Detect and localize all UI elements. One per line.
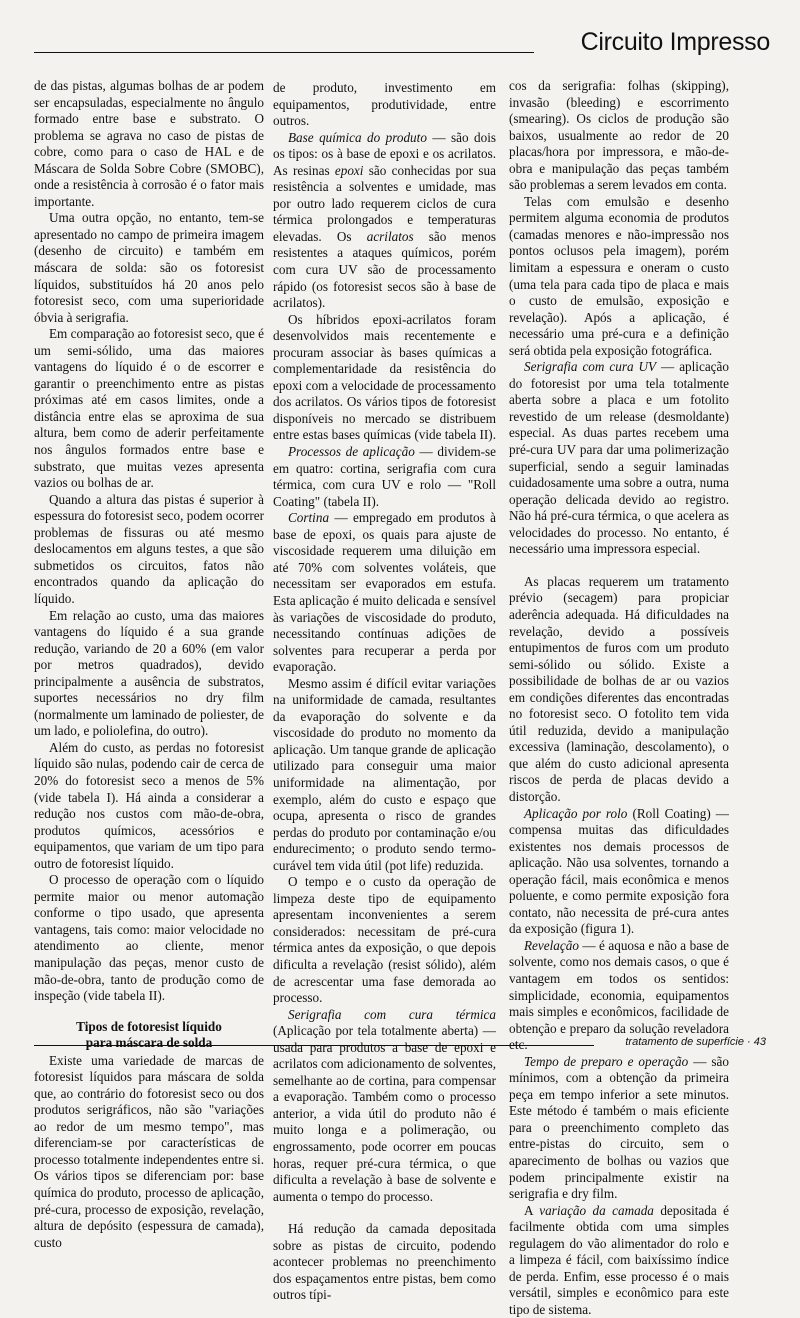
paragraph: [509, 1054, 729, 1203]
paragraph: Uma outra opção, no entanto, tem-se apresentado no campo de primeira imagem (desenho de circuito) e também em máscara de solda: são os fotoresist líquidos, substituídos há 20 anos pelo fotoresist seco, com uma superioridade óbvia à serigrafia.: [34, 210, 264, 325]
section-heading-line-1: Tipos de fotoresist líquido: [76, 1018, 222, 1034]
paragraph: [509, 806, 729, 938]
paragraph-text: — dividem-se em quatro: cortina, serigrafia com cura térmica, com cura UV e rolo — "Roll Coating" (tabela II).: [273, 444, 496, 509]
paragraph-text: — aplicação do fotoresist por uma tela totalmente aberta sobre a placa e um fotolito revestido de um release (desmoldante) especial. As duas partes recebem uma pré-cura UV para dar uma polimerização superficial, sendo a seguir laminadas cuidadosamente uma sobre a outra, numa operação delicada devido ao registro. Não há pré-cura térmica, o que acelera as velocidades do processo. No entanto, é necessário uma impressora especial.: [509, 359, 729, 557]
footer-rule: [34, 1045, 594, 1046]
inline-term: acrilatos: [366, 228, 414, 244]
inline-term: Aplicação por rolo: [524, 805, 628, 821]
paragraph: As placas requerem um tratamento prévio (secagem) para propiciar aderência adequada. Há dificuldades na revelação, devido a possíveis entupimentos de furos com um produto semi-sólido ou sólido. Existe a possibilidade de bolhas de ar ou vazios em condições diferentes das encontradas no fotoresist seco. O fotolito tem vida útil reduzida, devido a manipulação excessiva (laminação, descolamento), o que além do custo adicional apresenta riscos de perda de placas devido a distorção.: [509, 573, 729, 804]
inline-term: Serigrafia com cura UV: [524, 359, 657, 375]
inline-term: Processos de aplicação: [288, 444, 415, 460]
paragraph-text: são conhecidas por sua resistência a solventes e umidade, mas por outro lado requerem ciclos de cura térmica prolongados e temperaturas elevadas. Os: [273, 162, 496, 244]
page-header-title: Circuito Impresso: [580, 28, 770, 56]
paragraph: Telas com emulsão e desenho permitem alguma economia de produtos (camadas menores e não-impressão nos pontos oclusos pela imagem), porém limitam a espessura e oneram o custo (uma tela para cada tipo de placa e mais o custo de emulsão, exposição e revelação). Após a aplicação, é necessário uma pré-cura e a definição será obtida pela exposição fotográfica.: [509, 193, 729, 358]
paragraph-text: (Roll Coating) — compensa muitas das dificuldades existentes nos demais processos de aplicação. Não usa solventes, tornando a operação fácil, mais econômica e menos poluente, e como permite exposição fora contato, não necessita de pré-cura antes da exposição (figura 1).: [509, 805, 729, 937]
column-1: [34, 78, 264, 1251]
paragraph: [273, 1007, 496, 1206]
inline-term: variação da camada: [539, 1202, 654, 1218]
paragraph: Há redução da camada depositada sobre as pistas de circuito, podendo acontecer problemas no preenchimento dos espaçamentos entre pistas, bem como outros típi-: [273, 1221, 496, 1303]
header-rule: [34, 52, 534, 53]
paragraph: [509, 1203, 729, 1318]
paragraph-text: depositada é facilmente obtida com uma simples regulagem do vão alimentador do rolo e a limpeza é fácil, com baixíssimo índice de perda. Enfim, esse processo é o mais versátil, simples e econômico para este tipo de sistema.: [509, 1202, 730, 1317]
section-heading-line-2: para máscara de solda: [85, 1034, 213, 1050]
page-footer: tratamento de superfície · 43: [625, 1036, 766, 1048]
paragraph-text: (Aplicação por tela totalmente aberta) — usada para produtos a base de epoxi e acrilatos com adicionamento de solventes, semelhante ao de cortina, para compensar a evaporação. Também como o processo anterior, a vida útil do produto não é muito longa e a polimeração, ou engrossamento, pode ocorrer em poucas horas, requer pré-cura térmica, o que dificulta a revelação à base de solvente e aumenta o tempo do processo.: [273, 1023, 497, 1204]
paragraph-text: — são dois os tipos: os à base de epoxi e os acrilatos. As resinas: [273, 129, 497, 178]
paragraph: Além do custo, as perdas no fotoresist líquido são nulas, podendo cair de cerca de 20% do fotoresist seco a menos de 5% (vide tabela I). Há ainda a considerar a redução nos custos com mão-de-obra, produtos químicos, acessórios e equipamentos, que variam de um tipo para outro de fotoresist líquido.: [34, 739, 264, 871]
paragraph: de produto, investimento em equipamentos, produtividade, entre outros.: [273, 80, 496, 129]
paragraph: [273, 510, 496, 675]
paragraph: [509, 359, 729, 558]
inline-term: Cortina: [288, 510, 330, 526]
column-2: [273, 80, 496, 1304]
paragraph-text: — empregado em produtos à base de epoxi, os quais para ajuste de viscosidade requerem uma diluição em até 70% com solventes voláteis, que necessitam ser evaporados em estufa. Esta aplicação é muito delicada e sensível às variações de viscosidade do produto, necessitando contínuas adições de solventes para recuperar a perda por evaporação.: [273, 510, 496, 675]
inline-term: Serigrafia com cura térmica: [288, 1006, 496, 1022]
paragraph: O tempo e o custo da operação de limpeza deste tipo de equipamento apresentam inconvenientes a serem considerados: necessitam de pré-cura térmica antes da exposição, o que depois dificulta a revelação (resist sólido), além de acrescentar uma fase demorada ao processo.: [273, 874, 496, 1006]
paragraph-text: A: [524, 1202, 540, 1218]
inline-term: Revelação: [524, 937, 579, 953]
paragraph: Em relação ao custo, uma das maiores vantagens do líquido é a sua grande redução, variando de 20 a 60% (em valor por metros quadrados), devido principalmente a ausência de substratos, suportes necessários no dry film (normalmente um laminado de poliester, de um lado, e poliolefina, do outro).: [34, 607, 264, 739]
paragraph: Existe uma variedade de marcas de fotoresist líquidos para máscara de solda que, ao contrário do fotoresist seco ou dos produtos serigráficos, não são "variações ao redor de um mesmo tempo", mas diferenciam-se por características de processo totalmente independentes entre si. Os vários tipos se diferenciam por: base química do produto, processo de aplicação, pré-cura, processo de exposição, revelação, altura de depósito (espessura de camada), custo: [34, 1052, 264, 1250]
inline-term: epoxi: [334, 162, 364, 178]
paragraph-text: são menos resistentes a ataques químicos, porém com cura UV são de processamento rápido (os fotoresist secos são à base de acrilatos).: [273, 228, 496, 311]
paragraph: Mesmo assim é difícil evitar variações na uniformidade de camada, resultantes da evaporação do solvente e da viscosidade do produto no momento da aplicação. Um tanque grande de aplicação utilizado para conseguir uma maior uniformidade na alimentação, por exemplo, além do custo e espaço que ocupa, apresenta o risco de grandes perdas do produto por contaminação e/ou endurecimento; o produto sendo termo-curável tem vida útil (pot life) reduzida.: [273, 675, 496, 873]
column-3: [509, 78, 729, 1318]
paragraph: O processo de operação com o líquido permite maior ou menor automação conforme o tipo usado, que apresenta vantagens, tais como: maior velocidade no atendimento ao cliente, menor manipulação das peças, menor custo de mão-de-obra, tanto de produção como de inspeção (vide tabela II).: [34, 872, 264, 1004]
paragraph: Os híbridos epoxi-acrilatos foram desenvolvidos mais recentemente e procuram associar às bases químicas a complementaridade da resistência do epoxi com a velocidade de processamento dos acrilatos. Os vários tipos de fotoresist disponíveis no mercado se distribuem entre estas bases químicas (vide tabela II).: [273, 311, 496, 443]
paragraph: de das pistas, algumas bolhas de ar podem ser encapsuladas, especialmente no ângulo formado entre base e substrato. O problema se agrava no caso de pistas de cobre, como para o caso de HAL e de Máscara de Solda Sobre Cobre (SMOBC), onde a resistência à corrosão é o fator mais importante.: [34, 78, 264, 209]
inline-term: Tempo de preparo e operação: [524, 1053, 689, 1069]
paragraph: cos da serigrafia: folhas (skipping), invasão (bleeding) e escorrimento (smearing). Os ciclos de produção são baixos, usualmente ao redor de 20 placas/hora por impressora, e mão-de-obra e manipulação das peças também são problemas a serem levados em conta.: [509, 78, 729, 193]
paragraph: [273, 444, 496, 510]
paragraph-text: — são mínimos, com a obtenção da primeira peça em tempo inferior a sete minutos. Este método é também o mais eficiente para o preenchimento completo das entre-pistas do circuito, sem o aparecimento de bolhas ou vazios que podem principalmente existir na serigrafia e dry film.: [509, 1053, 729, 1202]
paragraph: [273, 130, 496, 312]
paragraph-text: — é aquosa e não a base de solvente, como nos demais casos, o que é vantagem em todos os sentidos: simplicidade, economia, equipamentos mais simples e econômicos, facilidade de obtenção e preparo da solução reveladora etc.: [509, 937, 729, 1053]
paragraph: Em comparação ao fotoresist seco, que é um semi-sólido, uma das maiores vantagens do líquido é o de escorrer e garantir o preenchimento entre as pistas próximas até em casos limites, onde a distância entre elas se aproxima de sua altura, bem como de aderir perfeitamente nos ângulos formados entre base e substrato, que muitas vezes apresenta vazios ou bolhas de ar.: [34, 326, 264, 491]
paragraph: Quando a altura das pistas é superior à espessura do fotoresist seco, podem ocorrer problemas de fissuras ou até mesmo deslocamentos em alguns testes, a que são submetidos os circuitos, fatos não encontrados quando da aplicação do líquido.: [34, 491, 264, 606]
inline-term: Base química do produto: [288, 129, 427, 145]
